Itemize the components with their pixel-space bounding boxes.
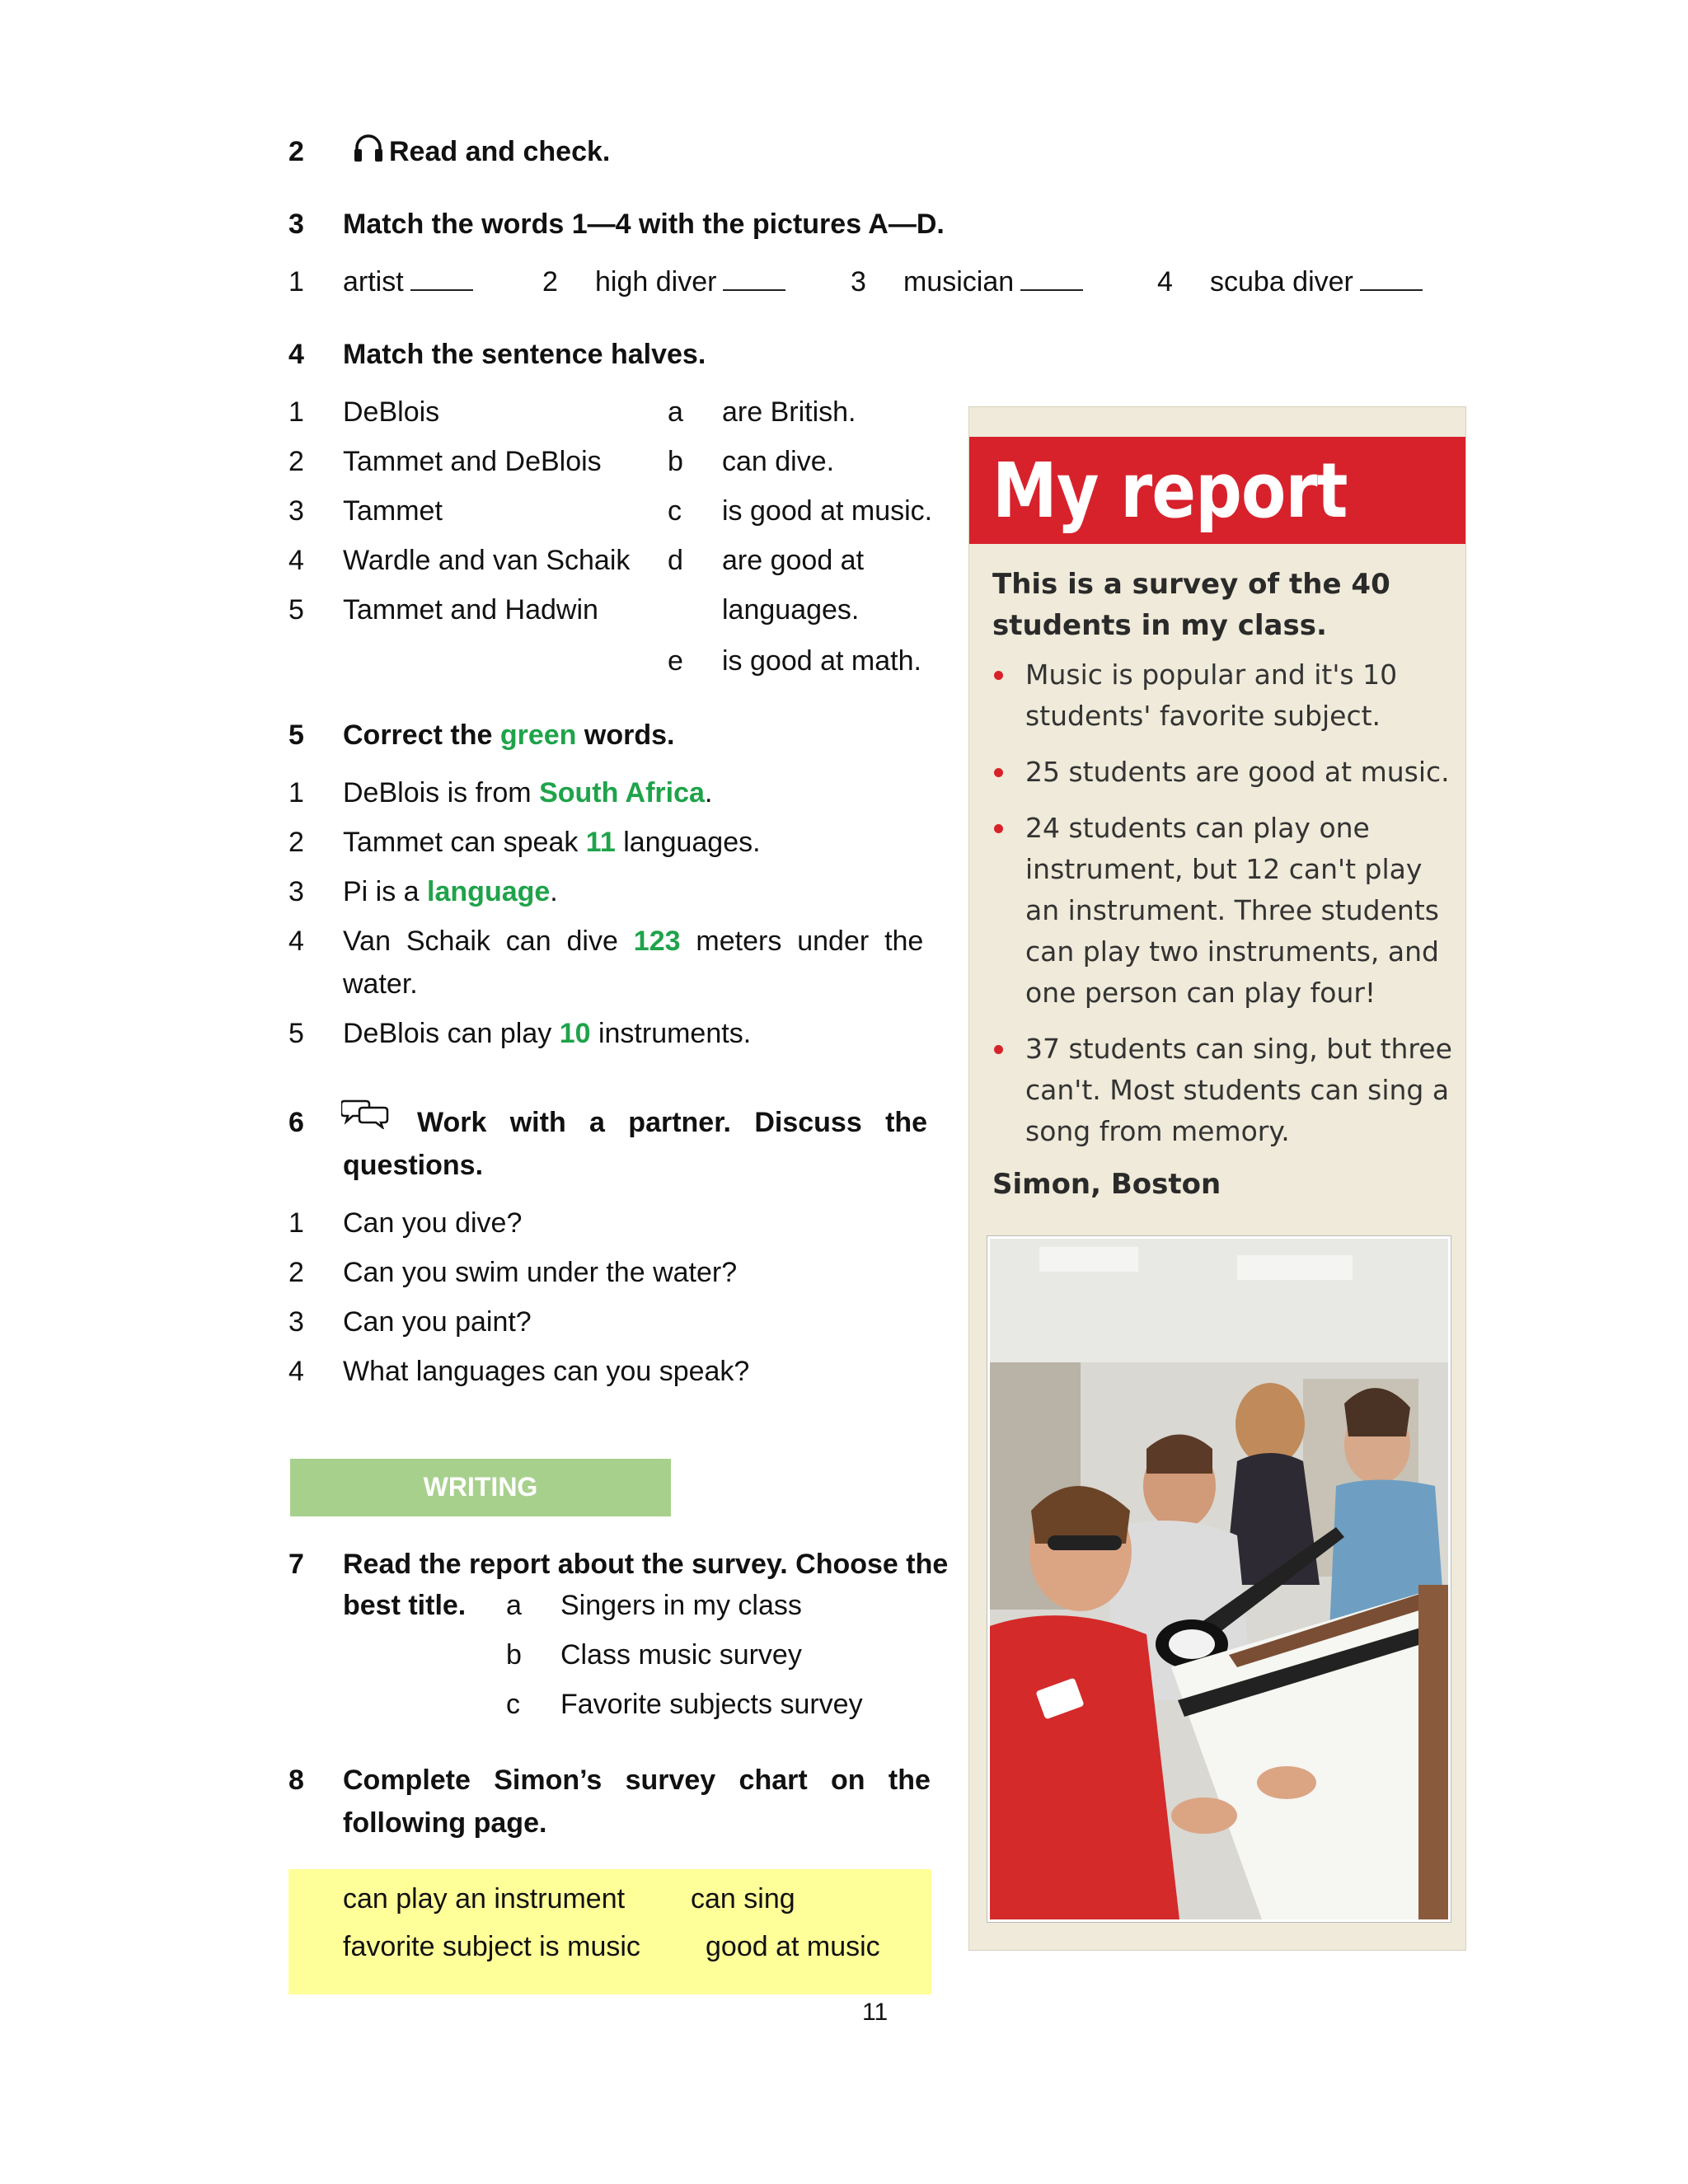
q5-item-number: 1 (288, 777, 304, 808)
q5-item-number: 2 (288, 827, 304, 858)
q4-right-letter: c (668, 495, 682, 527)
q5-item-number: 4 (288, 926, 304, 957)
q6-instruction: Work with a partner. Discuss the (417, 1107, 928, 1138)
q3-number: 3 (288, 209, 304, 240)
q4-left-number: 4 (288, 545, 304, 576)
q5-item-number: 3 (288, 876, 304, 907)
q3-instruction: Match the words 1—4 with the pictures A—D. (343, 209, 945, 240)
page-number: 11 (862, 1999, 889, 2026)
answer-blank[interactable] (723, 265, 785, 291)
q4-left-text: DeBlois (343, 396, 440, 428)
report-title: My report (992, 447, 1348, 535)
q6-item-number: 2 (288, 1257, 304, 1288)
word-box-item: good at music (706, 1931, 880, 1962)
writing-section-header (290, 1459, 671, 1516)
q5-item-number: 5 (288, 1018, 304, 1049)
q6-number: 6 (288, 1107, 304, 1138)
q7-option: Favorite subjects survey (560, 1689, 863, 1720)
students-piano-photo (987, 1236, 1451, 1922)
q4-right-text: languages. (722, 594, 860, 626)
q4-left-number: 3 (288, 495, 304, 527)
q4-left-number: 1 (288, 396, 304, 428)
q5-item: Tammet can speak 11 languages. (343, 827, 761, 858)
word-box-item: can play an instrument (343, 1883, 626, 1915)
report-bullet-item: 24 students can play one instrument, but 12 can't play an instrument. Three students can play two instruments, and one person can play four! (992, 808, 1454, 1014)
writing-label: WRITING (423, 1472, 538, 1502)
word-box-item: can sing (691, 1883, 795, 1915)
report-list (992, 654, 1454, 1167)
q5-instruction: Correct the green words. (343, 719, 675, 751)
word-box-item: favorite subject is music (343, 1931, 640, 1962)
q5-number: 5 (288, 719, 304, 751)
q4-number: 4 (288, 339, 304, 370)
q7-option: Class music survey (560, 1639, 802, 1671)
q4-right-letter: a (668, 396, 683, 428)
bullet-icon (994, 824, 1003, 833)
q3-item-number: 4 (1157, 266, 1173, 298)
q7-instruction-cont: best title. (343, 1590, 467, 1621)
answer-blank[interactable] (410, 265, 473, 291)
q3-item: high diver (595, 264, 785, 300)
bullet-icon (994, 1045, 1003, 1054)
report-panel (969, 407, 1465, 1950)
q6-item: Can you paint? (343, 1306, 532, 1338)
q7-option-letter: c (506, 1689, 520, 1720)
q8-instruction-cont: following page. (343, 1807, 547, 1839)
q4-right-text: are British. (722, 396, 856, 428)
q6-item: What languages can you speak? (343, 1356, 750, 1387)
report-bullet-item: Music is popular and it's 10 students' favorite subject. (992, 654, 1454, 737)
q4-left-text: Tammet and DeBlois (343, 446, 602, 477)
answer-blank[interactable] (1360, 265, 1423, 291)
q4-left-number: 5 (288, 594, 304, 626)
report-intro: This is a survey of the 40 students in my class. (992, 568, 1390, 642)
q4-left-text: Tammet (343, 495, 443, 527)
q4-left-text: Wardle and van Schaik (343, 545, 631, 576)
speech-bubbles-icon (341, 1096, 389, 1129)
q7-option: Singers in my class (560, 1590, 802, 1621)
q3-item: musician (903, 264, 1083, 300)
q4-left-text: Tammet and Hadwin (343, 594, 598, 626)
q6-instruction-cont: questions. (343, 1150, 484, 1181)
q8-instruction: Complete Simon’s survey chart on the (343, 1765, 931, 1796)
q3-item-number: 3 (851, 266, 866, 298)
q3-item: artist (343, 264, 473, 300)
q6-item: Can you dive? (343, 1207, 523, 1239)
q4-right-letter: e (668, 645, 683, 677)
q2-number: 2 (288, 136, 304, 167)
q5-item: Van Schaik can dive 123 meters under the (343, 926, 924, 957)
q7-option-letter: b (506, 1639, 522, 1671)
q3-item: scuba diver (1210, 264, 1423, 300)
q6-item: Can you swim under the water? (343, 1257, 738, 1288)
q4-right-text: is good at math. (722, 645, 921, 677)
q6-item-number: 1 (288, 1207, 304, 1239)
report-bullet-item: 25 students are good at music. (992, 752, 1454, 793)
q4-left-number: 2 (288, 446, 304, 477)
q4-instruction: Match the sentence halves. (343, 339, 706, 370)
q3-item-number: 2 (542, 266, 558, 298)
q2-instruction: Read and check. (389, 136, 611, 167)
q5-item: DeBlois can play 10 instruments. (343, 1018, 752, 1049)
report-header (969, 437, 1465, 544)
q4-right-letter: b (668, 446, 683, 477)
report-bullet-item: 37 students can sing, but three can't. Most students can sing a song from memory. (992, 1029, 1454, 1152)
report-signature: Simon, Boston (992, 1168, 1221, 1201)
q7-option-letter: a (506, 1590, 522, 1621)
q3-item-number: 1 (288, 266, 304, 298)
bullet-icon (994, 768, 1003, 777)
q5-item-continuation: water. (343, 968, 418, 1000)
q4-right-text: is good at music. (722, 495, 933, 527)
q5-item: DeBlois is from South Africa. (343, 777, 713, 808)
q4-right-text: are good at (722, 545, 865, 576)
headphones-icon (353, 134, 384, 163)
q4-right-letter: d (668, 545, 683, 576)
q5-item: Pi is a language. (343, 876, 558, 907)
q6-item-number: 4 (288, 1356, 304, 1387)
q7-number: 7 (288, 1549, 304, 1580)
answer-blank[interactable] (1020, 265, 1083, 291)
bullet-icon (994, 671, 1003, 680)
q6-item-number: 3 (288, 1306, 304, 1338)
q8-number: 8 (288, 1765, 304, 1796)
q4-right-text: can dive. (722, 446, 835, 477)
q7-instruction: Read the report about the survey. Choose the (343, 1549, 949, 1580)
